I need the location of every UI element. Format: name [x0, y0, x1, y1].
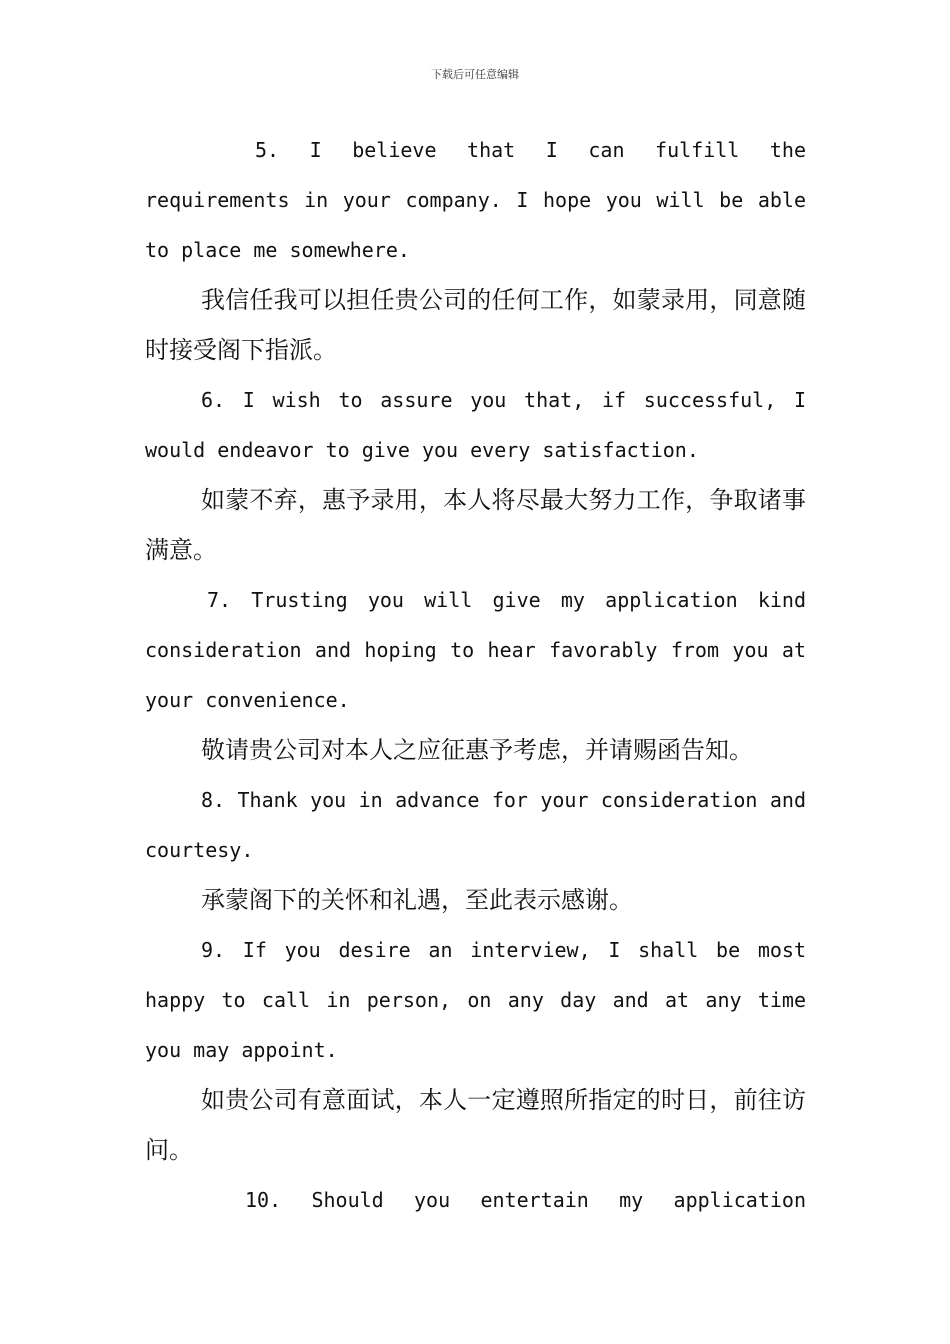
paragraph-zh-6: 如蒙不弃，惠予录用，本人将尽最大努力工作，争取诸事满意。: [145, 486, 806, 564]
document-body: [145, 125, 806, 1225]
paragraph-en-5: 5. I believe that I can fulfill the requirements in your company. I hope you will be able to place me somewhere.: [145, 138, 806, 262]
paragraph-en-6: 6. I wish to assure you that, if successful, I would endeavor to give you every satisfaction.: [145, 388, 806, 462]
page-header: 下载后可任意编辑: [431, 68, 519, 81]
paragraph-zh-7: 敬请贵公司对本人之应征惠予考虑，并请赐函告知。: [201, 736, 753, 764]
paragraph-zh-5: 我信任我可以担任贵公司的任何工作，如蒙录用，同意随时接受阁下指派。: [145, 286, 806, 364]
paragraph-zh-8: 承蒙阁下的关怀和礼遇，至此表示感谢。: [201, 886, 633, 914]
paragraph-en-9: 9. If you desire an interview, I shall be most happy to call in person, on any day and at any time you may appoint.: [145, 938, 806, 1062]
paragraph-en-8: 8. Thank you in advance for your consideration and courtesy.: [145, 788, 806, 862]
paragraph-en-10: 10. Should you entertain my application: [245, 1188, 806, 1212]
paragraph-zh-9: 如贵公司有意面试，本人一定遵照所指定的时日，前往访问。: [145, 1086, 806, 1164]
paragraph-en-7: 7. Trusting you will give my application kind consideration and hoping to hear favorably from you at your convenience.: [145, 588, 806, 712]
